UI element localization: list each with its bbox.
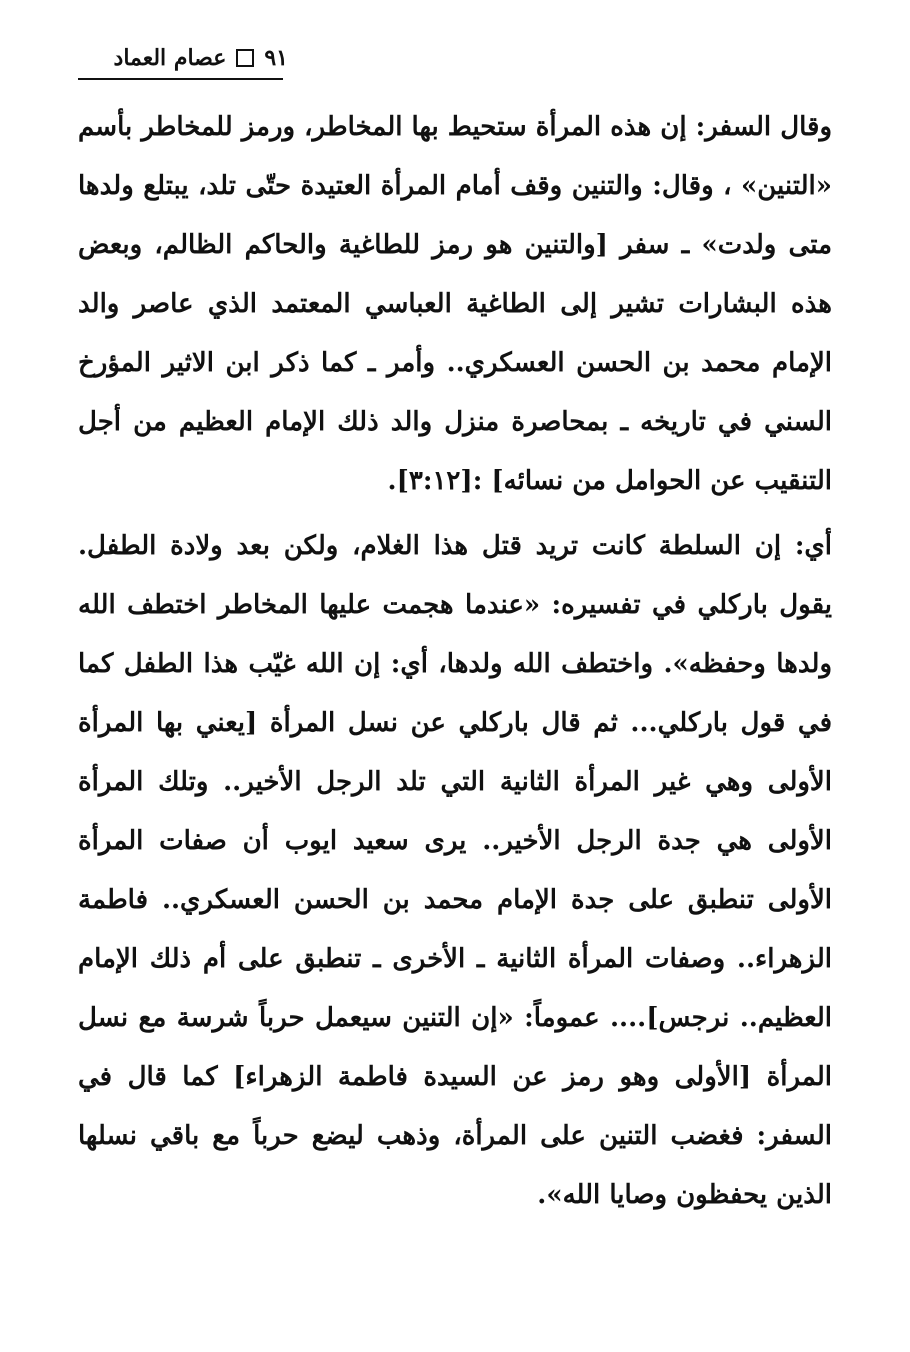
page-number: ٩١	[264, 45, 288, 71]
running-header	[78, 40, 288, 76]
header-rule	[78, 78, 283, 80]
book-page	[78, 30, 832, 1330]
square-ornament-icon	[236, 49, 254, 67]
paragraph: وقال السفر: إن هذه المرأة ستحيط بها المخاطر، ورمز للمخاطر بأسم «التنين» ، وقال: والتنين وقف أمام المرأة العتيدة حتّى تلد، يبتلع ولدها متى ولدت» ـ سفر [والتنين هو رمز للطاغية والحاكم الظالم، وبعض هذه البشارات تشير إلى الطاغية العباسي المعتمد الذي عاصر والد الإمام محمد بن الحسن العسكري.. وأمر ـ كما ذكر ابن الاثير المؤرخ السني في تاريخه ـ بمحاصرة منزل والد ذلك الإمام العظيم من أجل التنقيب عن الحوامل من نسائه] :[٣:١٢].	[78, 112, 832, 496]
running-header-title: عصام العماد	[113, 45, 227, 71]
body-text	[78, 98, 832, 1225]
paragraph: أي: إن السلطة كانت تريد قتل هذا الغلام، ولكن بعد ولادة الطفل. يقول باركلي في تفسيره: «عندما هجمت عليها المخاطر اختطف الله ولدها وحفظه». واختطف الله ولدها، أي: إن الله غيّب هذا الطفل كما في قول باركلي... ثم قال باركلي عن نسل المرأة [يعني بها المرأة الأولى وهي غير المرأة الثانية التي تلد الرجل الأخير.. وتلك المرأة الأولى هي جدة الرجل الأخير.. يرى سعيد ايوب أن صفات المرأة الأولى تنطبق على جدة الإمام محمد بن الحسن العسكري.. فاطمة الزهراء.. وصفات المرأة الثانية ـ الأخرى ـ تنطبق على أم ذلك الإمام العظيم.. نرجس].... عموماً: «إن التنين سيعمل حرباً شرسة مع نسل المرأة [الأولى وهو رمز عن السيدة فاطمة الزهراء] كما قال في السفر: فغضب التنين على المرأة، وذهب ليضع حرباً مع باقي نسلها الذين يحفظون وصايا الله».	[78, 531, 832, 1210]
